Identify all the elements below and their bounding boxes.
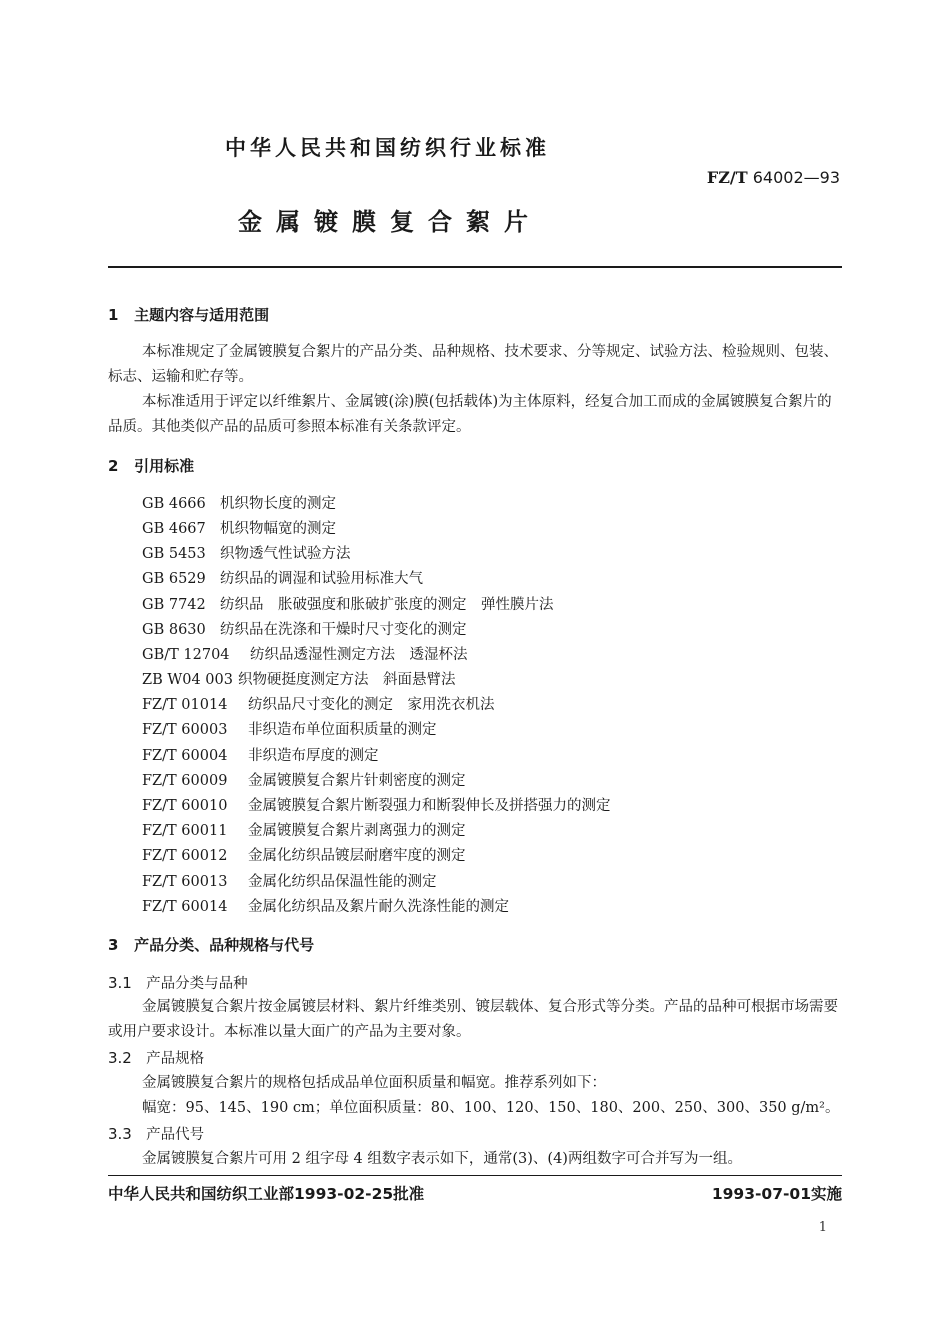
effective-date: 1993-07-01实施: [711, 1185, 842, 1203]
reference-title: 纺织品在洗涤和干燥时尺寸变化的测定: [220, 622, 467, 638]
code-number: 64002—93: [752, 168, 840, 187]
reference-item: [142, 744, 379, 765]
reference-title: 金属化纺织品保温性能的测定: [248, 874, 437, 890]
reference-title: 纺织品 胀破强度和胀破扩张度的测定 弹性膜片法: [220, 597, 554, 613]
section-2-heading: [108, 455, 194, 476]
reference-title: 织物硬挺度测定方法 斜面悬臂法: [238, 672, 456, 688]
subsection-title: 产品代号: [146, 1127, 205, 1143]
approval-statement: 中华人民共和国纺织工业部1993-02-25批准: [108, 1185, 425, 1203]
reference-item: [142, 517, 336, 538]
reference-code: FZ/T 60012: [142, 848, 228, 864]
reference-code: GB/T 12704: [142, 647, 230, 663]
reference-title: 织物透气性试验方法: [220, 546, 351, 562]
subsection-3-2-heading: [108, 1047, 204, 1068]
subsection-title: 产品规格: [146, 1051, 205, 1067]
reference-code: GB 6529: [142, 571, 206, 587]
reference-title: 非织造布单位面积质量的测定: [248, 722, 437, 738]
reference-item: [142, 567, 423, 588]
reference-item: [142, 668, 456, 689]
reference-code: FZ/T 60009: [142, 773, 228, 789]
reference-title: 金属化纺织品镀层耐磨牢度的测定: [248, 848, 466, 864]
reference-code: FZ/T 60013: [142, 874, 228, 890]
subsection-3-2-text: 金属镀膜复合絮片的规格包括成品单位面积质量和幅宽。推荐系列如下：: [142, 1075, 606, 1091]
reference-item: [142, 618, 467, 639]
issuing-body: 中华人民共和国纺织行业标准: [225, 136, 550, 160]
reference-item: [142, 794, 611, 815]
reference-item: [142, 492, 336, 513]
reference-item: [142, 769, 466, 790]
reference-code: FZ/T 60004: [142, 748, 228, 764]
reference-item: [142, 542, 351, 563]
section-title: 主题内容与适用范围: [134, 306, 270, 324]
reference-title: 金属镀膜复合絮片剥离强力的测定: [248, 823, 466, 839]
subsection-3-3-text: 金属镀膜复合絮片可用 2 组字母 4 组数字表示如下，通常(3)、(4)两组数字可合并写为一组。: [142, 1151, 742, 1167]
reference-item: [142, 643, 468, 664]
reference-title: 金属镀膜复合絮片针刺密度的测定: [248, 773, 466, 789]
reference-title: 金属镀膜复合絮片断裂强力和断裂伸长及拼搭强力的测定: [248, 798, 611, 814]
reference-item: [142, 895, 509, 916]
reference-item: [142, 693, 495, 714]
reference-title: 机织物幅宽的测定: [220, 521, 336, 537]
section-1-heading: [108, 304, 269, 325]
reference-code: FZ/T 01014: [142, 697, 228, 713]
subsection-number: 3.1: [108, 974, 132, 992]
reference-title: 非织造布厚度的测定: [248, 748, 379, 764]
standard-code: [707, 168, 840, 187]
reference-item: [142, 718, 437, 739]
subsection-number: 3.3: [108, 1125, 132, 1143]
reference-item: [142, 870, 437, 891]
subsection-number: 3.2: [108, 1049, 132, 1067]
section-number: 2: [108, 457, 119, 475]
reference-code: FZ/T 60011: [142, 823, 228, 839]
subsection-3-1-heading: [108, 972, 248, 993]
reference-code: GB 4667: [142, 521, 206, 537]
reference-item: [142, 819, 466, 840]
header-divider: [108, 266, 842, 268]
section-number: 3: [108, 936, 119, 954]
section-title: 产品分类、品种规格与代号: [134, 936, 315, 954]
reference-code: GB 4666: [142, 496, 206, 512]
section-title: 引用标准: [134, 457, 195, 475]
section-1-para-1: 本标准规定了金属镀膜复合絮片的产品分类、品种规格、技术要求、分等规定、试验方法、检验规则、包装、标志、运输和贮存等。: [108, 344, 838, 385]
reference-title: 纺织品透湿性测定方法 透湿杯法: [250, 647, 468, 663]
reference-title: 纺织品尺寸变化的测定 家用洗衣机法: [248, 697, 495, 713]
page-number: 1: [818, 1220, 827, 1235]
subsection-title: 产品分类与品种: [146, 976, 248, 992]
subsection-3-3-heading: [108, 1123, 204, 1144]
code-prefix: FZ/T: [706, 168, 748, 187]
footer-divider: [108, 1175, 842, 1176]
reference-item: [142, 844, 466, 865]
reference-code: ZB W04 003: [142, 672, 233, 688]
reference-title: 金属化纺织品及絮片耐久洗涤性能的测定: [248, 899, 509, 915]
section-number: 1: [108, 306, 119, 324]
reference-title: 纺织品的调湿和试验用标准大气: [220, 571, 423, 587]
reference-code: FZ/T 60014: [142, 899, 228, 915]
section-1-para-2: 本标准适用于评定以纤维絮片、金属镀(涂)膜(包括载体)为主体原料，经复合加工而成的金属镀膜复合絮片的品质。其他类似产品的品质可参照本标准有关条款评定。: [108, 394, 832, 435]
document-title: 金属镀膜复合絮片: [238, 208, 542, 236]
reference-code: GB 8630: [142, 622, 206, 638]
product-specification: 幅宽：95、145、190 cm；单位面积质量：80、100、120、150、180、200、250、300、350 g/m²。: [142, 1100, 840, 1116]
section-3-heading: [108, 934, 314, 955]
reference-title: 机织物长度的测定: [220, 496, 336, 512]
reference-item: [142, 593, 554, 614]
reference-code: FZ/T 60003: [142, 722, 228, 738]
reference-code: GB 5453: [142, 546, 206, 562]
reference-code: FZ/T 60010: [142, 798, 228, 814]
reference-code: GB 7742: [142, 597, 206, 613]
subsection-3-1-text: 金属镀膜复合絮片按金属镀层材料、絮片纤维类别、镀层载体、复合形式等分类。产品的品种可根据市场需要或用户要求设计。本标准以量大面广的产品为主要对象。: [108, 999, 838, 1040]
